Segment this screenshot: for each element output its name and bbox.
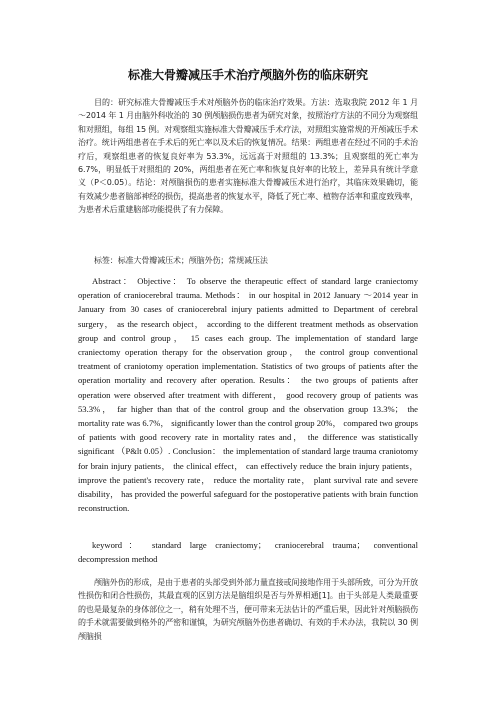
- english-abstract-text: Abstract： Objective： To observe the therapeutic effect of standard large craniectomy operation of craniocerebral trauma. Methods： in our hospital in 2012 January ～2014 year in January from 30 cases of craniocerebral injury patients admitted to Department of cerebral surgery， as the research object， according to the different treatment methods as observation group and control group， 15 cases each group. The implementation of standard large craniectomy operation therapy for the observation group， the control group conventional treatment of craniotomy operation implementation. Statistics of two groups of patients after the operation mortality and recovery after operation. Results： the two groups of patients after operation were observed after treatment with different， good recovery group of patients was 53.3%， far higher than that of the control group and the observation group 13.3%； the mortality rate was 6.7%， significantly lower than the control group 20%， compared two groups of patients with good recovery rate in mortality rates and， the difference was statistically significant （P&lt 0.05）. Conclusion： the implementation of standard large trauma craniotomy for brain injury patients， the clinical effect， can effectively reduce the brain injury patients， improve the patient's recovery rate， reduce the mortality rate， plant survival rate and severe disability， has provided the powerful safeguard for the postoperative patients with brain function reconstruction.: [78, 276, 418, 514]
- chinese-abstract: [78, 96, 418, 217]
- body-paragraph: [78, 576, 418, 643]
- english-keywords: [78, 538, 418, 566]
- body-paragraph-text: 颅脑外伤的形成，是由于患者的头部受到外部力量直接或间接地作用于头部所致，可分为开放性损伤和闭合性损伤，其最直观的区别方法是脑组织是否与外界相通[1]。由于头部是人类最重要的也是最复杂的身体部位之一，稍有处理不当，便可带来无法估计的严重后果，因此针对颅脑损伤的手术就需要做到格外的严密和谨慎，为研究颅脑外伤患者确切、有效的手术办法，我院以 30 例颅脑损: [78, 578, 418, 641]
- chinese-keywords: [78, 254, 418, 267]
- paper-title: 标准大骨瓣减压手术治疗颅脑外伤的临床研究: [127, 68, 368, 82]
- chinese-keywords-text: 标签：标准大骨瓣减压术；颅脑外伤；常规减压法: [94, 256, 268, 265]
- chinese-abstract-text: 目的：研究标准大骨瓣减压手术对颅脑外伤的临床治疗效果。方法：选取我院 2012 年 1 月～2014 年 1 月由脑外科收治的 30 例颅脑损伤患者为研究对象，按照治疗方法的不同分为观察组和对照组，每组 15 例。对观察组实施标准大骨瓣减压手术疗法，对照组实施常规的开颅减压手术治疗。统计两组患者在手术后的死亡率以及术后的恢复情况。结果：两组患者在经过不同的手术治疗后，观察组患者的恢复良好率为 53.3%，远远高于对照组的 13.3%；且观察组的死亡率为 6.7%，明显低于对照组的 20%，两组患者在死亡率和恢复良好率的比较上，差异具有统计学意义（P＜0.05）。结论：对颅脑损伤的患者实施标准大骨瓣减压术进行治疗，其临床效果确切，能有效减少患者脑部神经的损伤，提高患者的恢复水平，降低了死亡率、植物存活率和重度致残率，为患者术后重建脑部功能提供了有力保障。: [78, 98, 418, 215]
- english-keywords-text: keyword： standard large craniectomy； craniocerebral trauma； conventional decompression method: [78, 540, 418, 565]
- english-abstract: [78, 274, 418, 515]
